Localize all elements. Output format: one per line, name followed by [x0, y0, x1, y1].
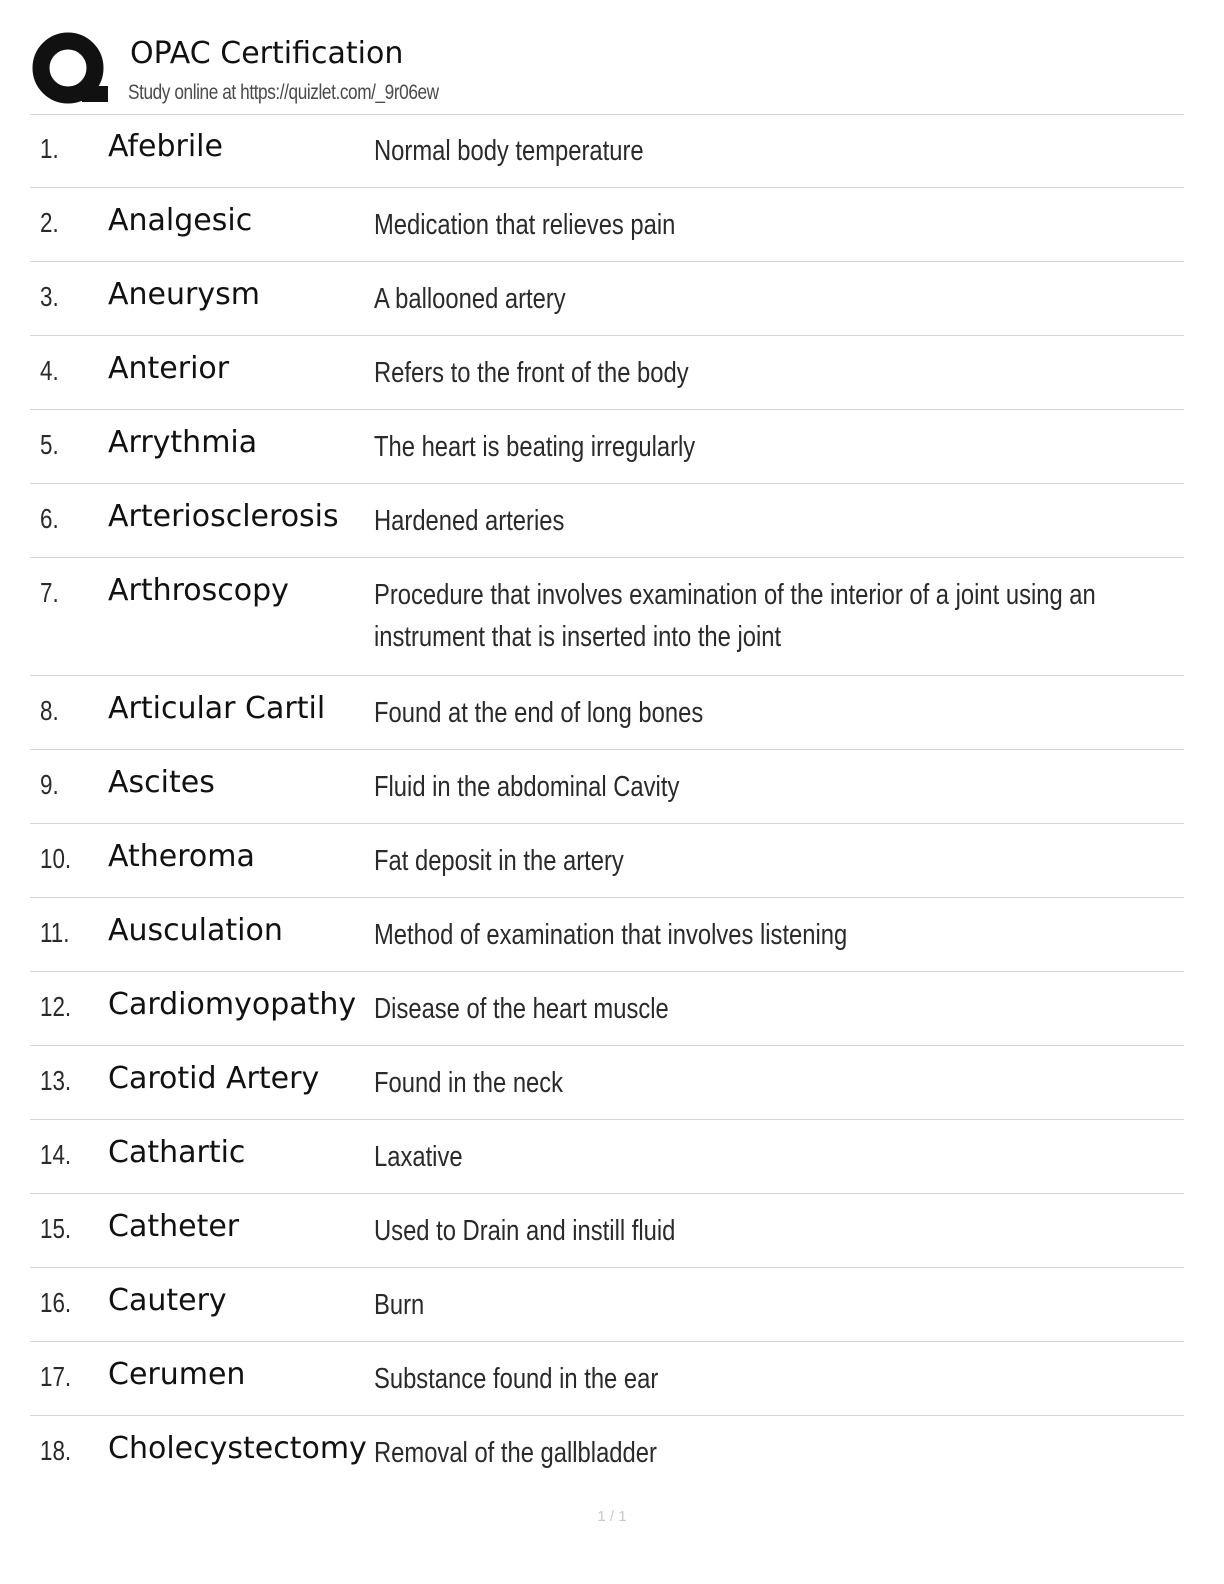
term-definition: A ballooned artery — [374, 283, 566, 315]
term-number: 3. — [40, 281, 59, 312]
term-row — [30, 114, 1184, 188]
term-definition: Procedure that involves examination of the interior of a joint using an instrument that is inserted into the joint — [374, 579, 1096, 653]
term-number: 2. — [40, 207, 59, 238]
term-number: 7. — [40, 577, 59, 608]
term-number: 12. — [40, 991, 72, 1022]
term-row — [30, 1416, 1184, 1490]
term-row — [30, 484, 1184, 558]
term-number: 4. — [40, 355, 59, 386]
term-number: 18. — [40, 1435, 72, 1466]
term-definition: Found in the neck — [374, 1067, 564, 1099]
term-row — [30, 188, 1184, 262]
term-word: Carotid Artery — [108, 1061, 320, 1096]
page-title: OPAC Certification — [130, 36, 404, 71]
term-word: Cholecystectomy — [108, 1431, 367, 1466]
term-number: 5. — [40, 429, 59, 460]
term-row — [30, 1342, 1184, 1416]
term-number: 14. — [40, 1139, 72, 1170]
term-number: 1. — [40, 133, 59, 164]
term-number: 9. — [40, 769, 59, 800]
term-definition: The heart is beating irregularly — [374, 431, 696, 463]
term-row — [30, 972, 1184, 1046]
page-number: 1 / 1 — [597, 1508, 627, 1525]
term-row — [30, 262, 1184, 336]
quizlet-logo-icon — [32, 32, 108, 108]
term-row — [30, 1194, 1184, 1268]
term-definition: Fluid in the abdominal Cavity — [374, 771, 680, 803]
term-word: Ascites — [108, 765, 215, 800]
term-row — [30, 1120, 1184, 1194]
term-word: Afebrile — [108, 129, 223, 164]
term-row — [30, 1268, 1184, 1342]
term-definition: Disease of the heart muscle — [374, 993, 669, 1025]
term-row — [30, 558, 1184, 676]
term-word: Cerumen — [108, 1357, 246, 1392]
term-definition: Hardened arteries — [374, 505, 565, 537]
term-definition: Refers to the front of the body — [374, 357, 689, 389]
term-word: Anterior — [108, 351, 230, 386]
term-definition: Substance found in the ear — [374, 1363, 659, 1395]
term-definition: Laxative — [374, 1141, 463, 1173]
term-word: Cathartic — [108, 1135, 246, 1170]
term-definition: Normal body temperature — [374, 135, 644, 167]
term-row — [30, 824, 1184, 898]
term-word: Atheroma — [108, 839, 255, 874]
term-word: Analgesic — [108, 203, 253, 238]
term-word: Ausculation — [108, 913, 283, 948]
term-number: 16. — [40, 1287, 72, 1318]
term-word: Aneurysm — [108, 277, 260, 312]
term-definition: Method of examination that involves listening — [374, 919, 848, 951]
term-number: 6. — [40, 503, 59, 534]
term-word: Cardiomyopathy — [108, 987, 357, 1022]
term-word: Arteriosclerosis — [108, 499, 339, 534]
term-row — [30, 750, 1184, 824]
term-row — [30, 1046, 1184, 1120]
term-definition: Fat deposit in the artery — [374, 845, 624, 877]
term-list — [30, 114, 1184, 1490]
term-row — [30, 676, 1184, 750]
term-number: 15. — [40, 1213, 72, 1244]
term-definition: Found at the end of long bones — [374, 697, 704, 729]
term-definition: Used to Drain and instill fluid — [374, 1215, 676, 1247]
term-number: 8. — [40, 695, 59, 726]
term-number: 13. — [40, 1065, 72, 1096]
term-definition: Removal of the gallbladder — [374, 1437, 657, 1469]
term-word: Catheter — [108, 1209, 240, 1244]
term-number: 11. — [40, 917, 70, 948]
term-row — [30, 410, 1184, 484]
term-word: Arrythmia — [108, 425, 258, 460]
term-word: Cautery — [108, 1283, 227, 1318]
term-row — [30, 898, 1184, 972]
page-header — [30, 28, 1184, 115]
term-word: Articular Cartil — [108, 691, 326, 726]
term-row — [30, 336, 1184, 410]
term-word: Arthroscopy — [108, 573, 289, 608]
study-online-link[interactable]: Study online at https://quizlet.com/_9r06ew — [128, 81, 439, 104]
term-definition: Burn — [374, 1289, 425, 1321]
term-number: 10. — [40, 843, 72, 874]
term-definition: Medication that relieves pain — [374, 209, 676, 241]
term-number: 17. — [40, 1361, 72, 1392]
